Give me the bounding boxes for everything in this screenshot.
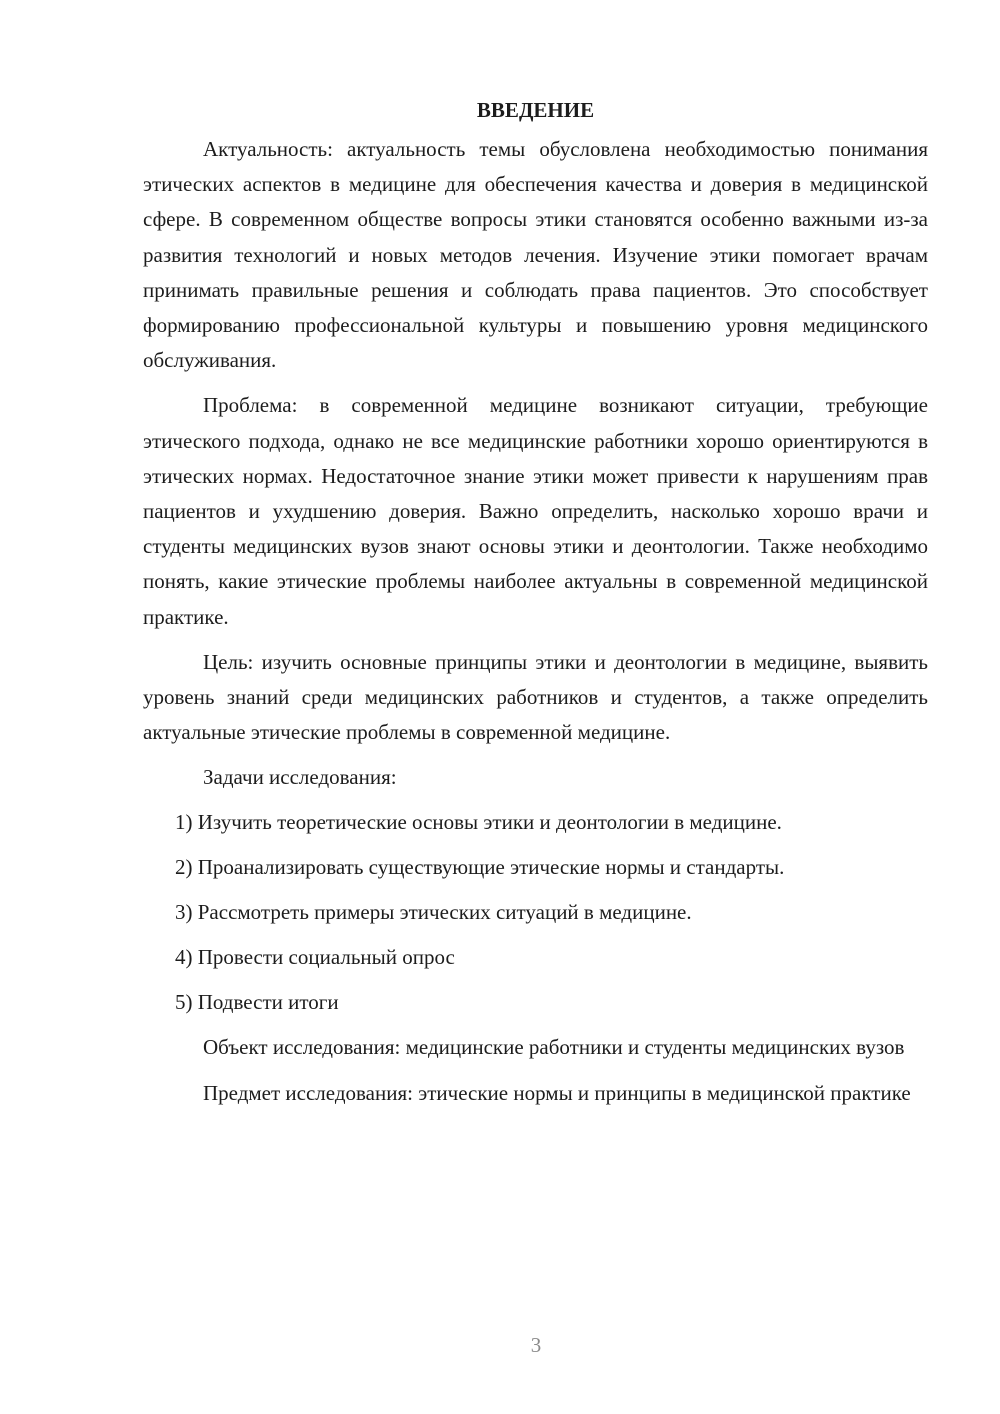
- task-item: 3) Рассмотреть примеры этических ситуаций в медицине.: [175, 900, 692, 925]
- tasks-heading: Задачи исследования:: [203, 765, 397, 790]
- tasks-list: [143, 805, 928, 1020]
- page-number: 3: [530, 1333, 542, 1357]
- task-item: 4) Провести социальный опрос: [175, 945, 455, 970]
- page-title: ВВЕДЕНИЕ: [476, 98, 595, 122]
- task-item: 5) Подвести итоги: [175, 990, 339, 1015]
- goal-paragraph: Цель: изучить основные принципы этики и деонтологии в медицине, выявить уровень знаний среди медицинских работников и студентов, а также определить актуальные этические проблемы в современной медицине.: [143, 649, 928, 745]
- task-item: 1) Изучить теоретические основы этики и деонтологии в медицине.: [175, 810, 782, 835]
- relevance-paragraph: Актуальность: актуальность темы обусловлена необходимостью понимания этических аспектов в медицине для обеспечения качества и доверия в медицинской сфере. В современном обществе вопросы этики становятся особенно важными из-за развития технологий и новых методов лечения. Изучение этики помогает врачам принимать правильные решения и соблюдать права пациентов. Это способствует формированию профессиональной культуры и повышению уровня медицинского обслуживания.: [143, 137, 928, 373]
- object-paragraph: Объект исследования: медицинские работники и студенты медицинских вузов: [203, 1035, 905, 1060]
- subject-paragraph: Предмет исследования: этические нормы и принципы в медицинской практике: [203, 1080, 911, 1105]
- document-page: [143, 92, 928, 1121]
- problem-paragraph: Проблема: в современной медицине возникают ситуации, требующие этического подхода, однако не все медицинские работники хорошо ориентируются в этических нормах. Недостаточное знание этики может привести к нарушениям прав пациентов и ухудшению доверия. Важно определить, насколько хорошо врачи и студенты медицинских вузов знают основы этики и деонтологии. Также необходимо понять, какие этические проблемы наиболее актуальны в современной медицинской практике.: [143, 393, 928, 629]
- task-item: 2) Проанализировать существующие этические нормы и стандарты.: [175, 855, 785, 880]
